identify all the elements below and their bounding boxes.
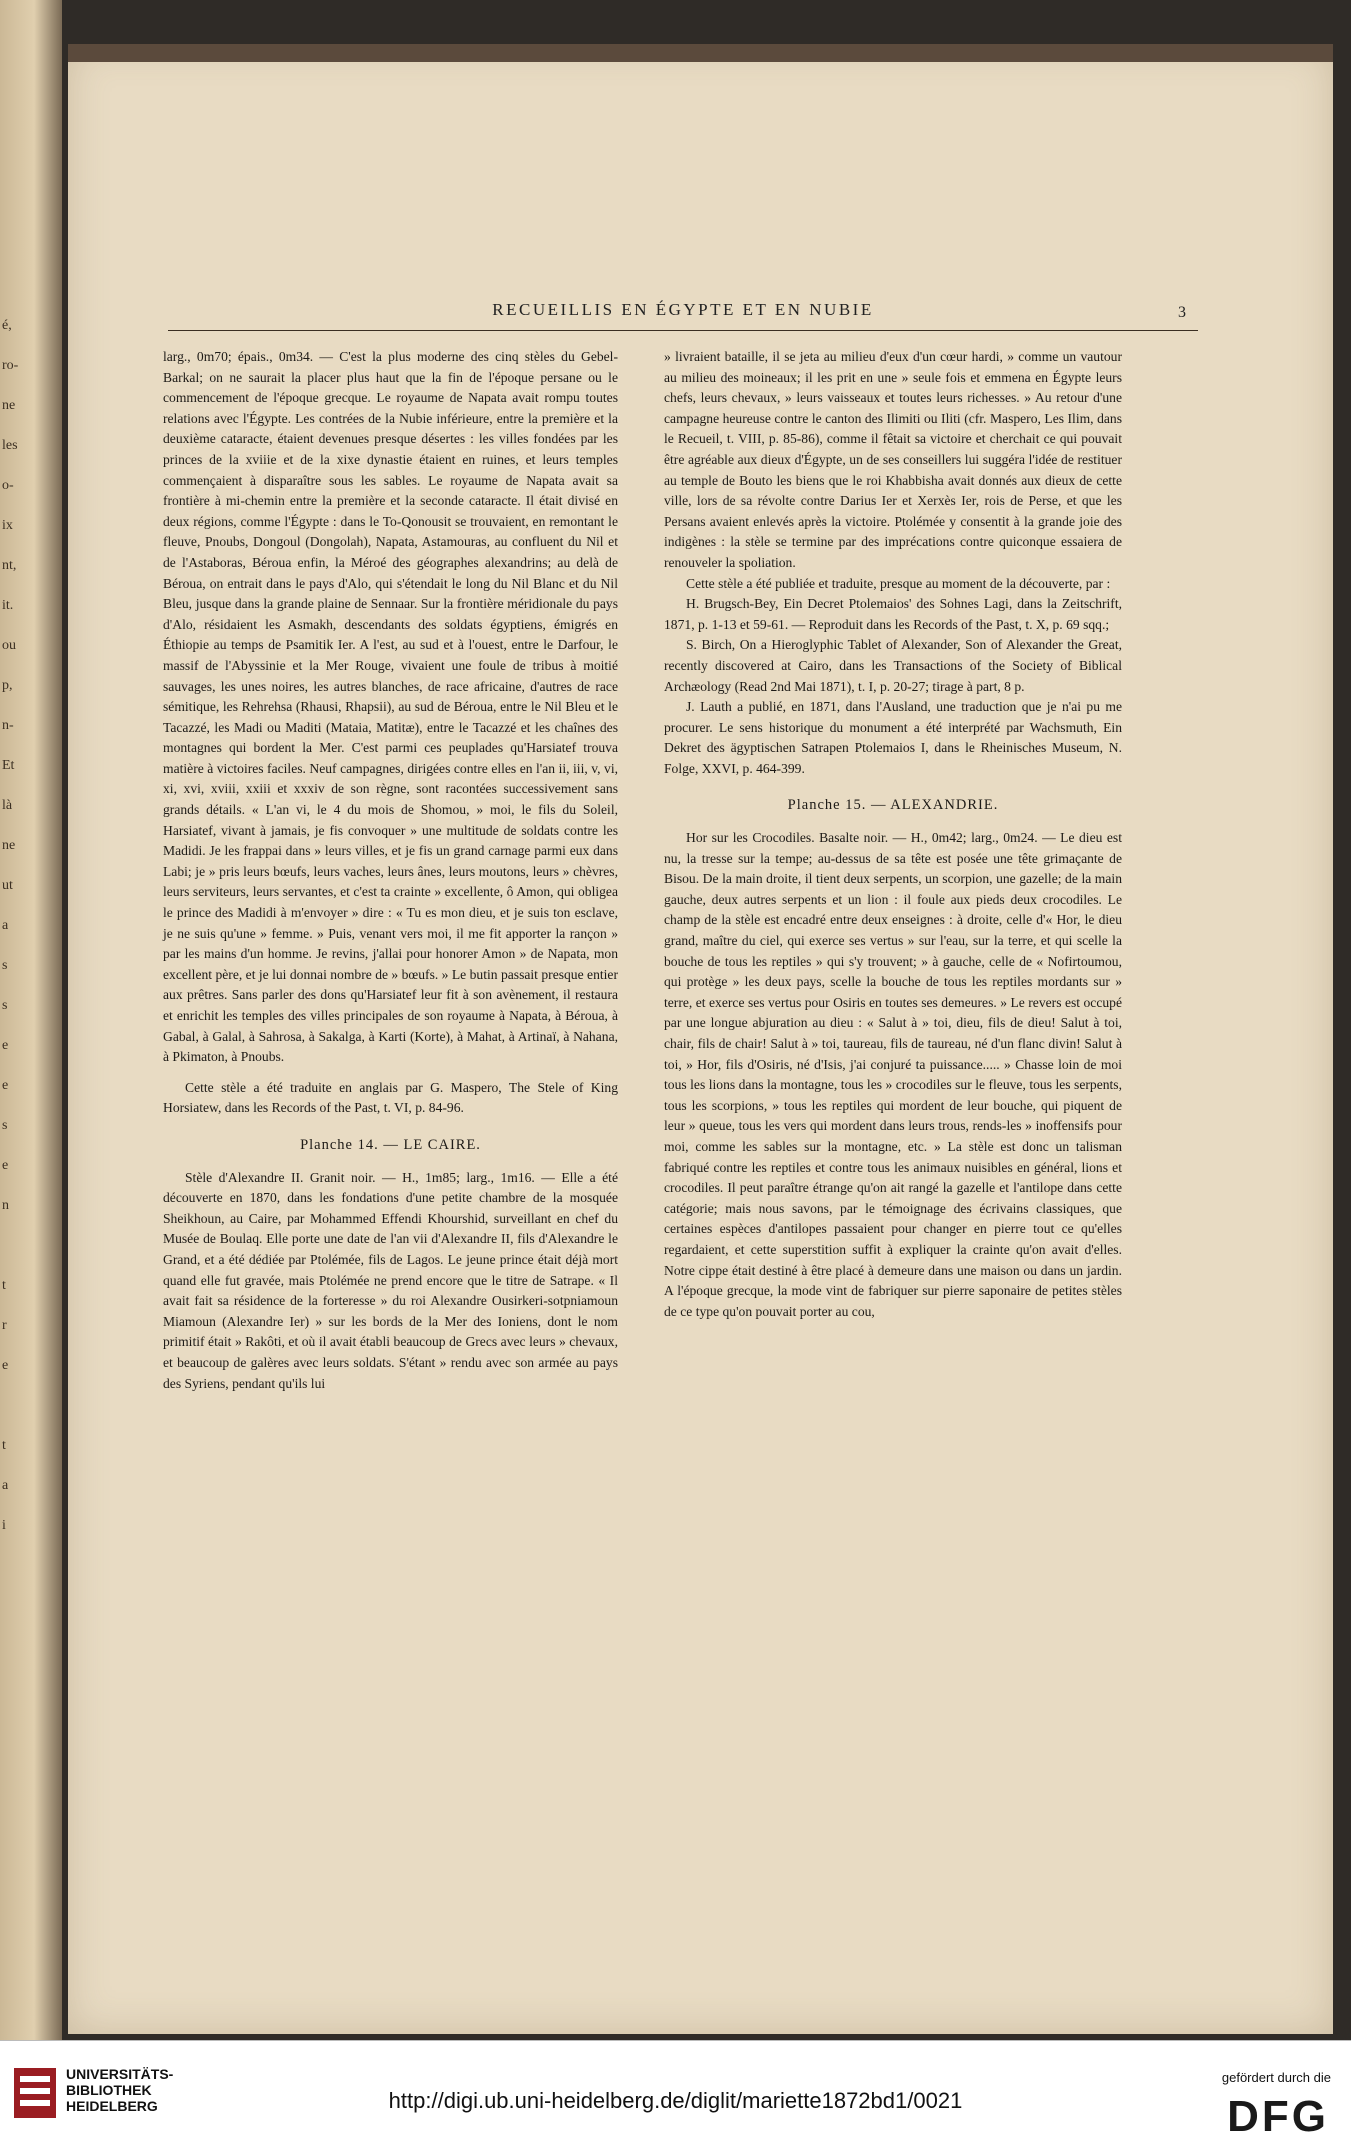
permalink-url[interactable]: http://digi.ub.uni-heidelberg.de/diglit/mariette1872bd1/0021 xyxy=(388,2088,963,2113)
sponsor-note: gefördert durch die xyxy=(1221,2070,1331,2085)
page-top-band xyxy=(68,44,1333,62)
institution-line: HEIDELBERG xyxy=(66,2098,158,2114)
right-column xyxy=(664,347,1122,1322)
edge-glyph: p, xyxy=(2,678,13,693)
section-heading: Planche 15. — ALEXANDRIE. xyxy=(787,797,999,814)
edge-glyph: i xyxy=(2,1518,6,1533)
edge-glyph: n- xyxy=(2,718,14,733)
viewer-footer xyxy=(0,2040,1351,2154)
previous-page-edge xyxy=(0,0,62,2040)
paragraph: » livraient bataille, il se jeta au milieu d'eux d'un cœur hardi, » comme un vautour au milieu des moineaux; il les prit en une » seule fois et emmena en Égypte leurs chefs, leurs chevaux, » leurs vaisseaux et toutes leurs richesses. » Au retour d'une campagne heureuse contre le canton des Ilimiti ou Iliti (cfr. Maspero, Les Ilim, dans le Recueil, t. VIII, p. 85-86), comme il fêtait sa victoire et cherchait ce qui pouvait être agréable aux dieux d'Égypte, un de ses conseillers lui suggéra l'idée de restituer au temple de Bouto les biens que le roi Khabbisha avait donnés aux dieux de cette ville, lors de sa révolte contre Darius Ier et Xerxès Ier, rois de Perse, et que les Persans avaient enlevés après la victoire. Ptolémée y consentit à la grande joie des indigènes : la stèle se termine par des imprécations contre quiconque essaiera de renouveler la spoliation. xyxy=(664,349,1122,570)
edge-glyph: e xyxy=(2,1038,9,1053)
running-head xyxy=(168,294,1198,331)
edge-glyph: t xyxy=(2,1278,6,1293)
edge-glyph: n xyxy=(2,1198,9,1213)
paragraph: Cette stèle a été publiée et traduite, presque au moment de la découverte, par : xyxy=(686,575,1111,591)
paragraph: H. Brugsch-Bey, Ein Decret Ptolemaios' des Sohnes Lagi, dans la Zeitschrift, 1871, p. 1-13 et 59-61. — Reproduit dans les Records of the Past, t. X, p. 69 sqq.; xyxy=(664,596,1122,632)
edge-glyph: o- xyxy=(2,478,14,493)
edge-glyph: t xyxy=(2,1438,6,1453)
edge-glyph: e xyxy=(2,1158,9,1173)
edge-glyph: e xyxy=(2,1358,9,1373)
paragraph: larg., 0m70; épais., 0m34. — C'est la plus moderne des cinq stèles du Gebel-Barkal; on ne saurait la placer plus haut que la fin de l'époque persane ou le commencement de l'époque grecque. Le royaume de Napata avait rompu toutes relations avec l'Égypte. Les contrées de la Nubie inférieure, entre la première et la deuxième cataracte, étaient devenues presque désertes : les villes fondées par les princes de la xviiie et de la xixe dynastie étaient en ruines, et leurs temples commençaient à disparaître sous les sables. Le royaume de Napata avait sa frontière à mi-chemin entre la première et la seconde cataracte. Il était divisé en deux régions, comme l'Égypte : dans le To-Qonousit se trouvaient, en remontant le fleuve, Pnoubs, Dongoul (Dongolah), Napata, Astamouras, au confluent du Nil et de l'Astaboras, Béroua enfin, la Méroé des géographes alexandrins; au delà de Béroua, on entrait dans le pays d'Alo, qui s'étendait le long du Nil Blanc et du Nil Bleu, jusque dans la grande plaine de Sennaar. Sur la frontière méridionale du pays d'Alo, résidaient les Asmakh, descendants des soldats égyptiens, émigrés en Éthiopie au temps de Psamitik Ier. A l'est, au sud et à l'ouest, entre le Darfour, le massif de l'Abyssinie et la Mer Rouge, vivaient une foule de tribus à moitié sauvages, les unes noires, les autres blanches, de race africaine, d'autres de race sémitique, les Rehrehsa (Rhausi, Rhapsii), au sud de Béroua, entre le Nil Bleu et le Tacazzé, les Madi ou Maditi (Mataia, Matitæ), entre le Tacazzé et les chaînes des montagnes qui bordent la Mer. C'est parmi ces peuplades qu'Harsiatef trouva matière à victoires faciles. Neuf campagnes, dirigées contre elles en l'an ii, iii, v, vi, xi, xvi, xviii, xxiii et xxxiv de son règne, sont racontées successivement sans grands détails. « L'an vi, le 4 du mois de Shomou, » moi, le fils du Soleil, Harsiatef, vivant à jamais, je fis convoquer » une multitude de soldats contre les Madidi. Je les frappai dans » leurs villes, et je fis un grand carnage parmi eux dans Labi; je » pris leurs bœufs, leurs vaches, leurs ânes, leurs moutons, leurs » chèvres, leurs serviteurs, leurs servantes, et c'est ta crainte » excellente, ô Amon, qui obligea le prince des Madidi à m'envoyer » dire : « Tu es mon dieu, et je suis ton esclave, je ne suis qu'une » femme. » Puis, venant vers moi, il me fit apporter la rançon » par les mains d'un homme. Je revins, j'allai pour honorer Amon » de Napata, mon excellent père, et je lui donnai nombre de » bœufs. » Le butin passait presque entier aux prêtres. Sans parler des dons qu'Harsiatef leur fit à son avènement, il restaura et enrichit les temples des villes principales de son royaume à Napata, à Béroua, à Gabal, à Galal, à Sahrosa, à Sakalga, à Karti (Korte), à Mahat, à Artinaï, à Nahana, à Pkimaton, à Pnoubs. xyxy=(163,349,618,1065)
edge-glyph: ix xyxy=(2,518,13,533)
running-title: RECUEILLIS EN ÉGYPTE ET EN NUBIE xyxy=(492,300,874,319)
footer-divider xyxy=(0,2040,1351,2041)
edge-glyph: ou xyxy=(2,638,16,653)
edge-glyph: a xyxy=(2,1478,9,1493)
edge-glyph: e xyxy=(2,1078,9,1093)
institution-line: UNIVERSITÄTS- xyxy=(66,2066,174,2082)
institution-line: BIBLIOTHEK xyxy=(66,2082,152,2098)
edge-glyph: ne xyxy=(2,838,16,853)
section-heading: Planche 14. — LE CAIRE. xyxy=(300,1136,481,1153)
edge-glyph: ut xyxy=(2,878,13,893)
edge-glyph: nt, xyxy=(2,558,17,573)
edge-glyph: it. xyxy=(2,598,14,613)
edge-glyph: s xyxy=(2,1118,8,1133)
edge-glyph: Et xyxy=(2,758,15,773)
edge-glyph: les xyxy=(2,438,18,453)
edge-glyph: ro- xyxy=(2,358,19,373)
paragraph: Cette stèle a été traduite en anglais par G. Maspero, The Stele of King Horsiatew, dans les Records of the Past, t. VI, p. 84-96. xyxy=(163,1079,618,1116)
paragraph: Hor sur les Crocodiles. Basalte noir. — H., 0m42; larg., 0m24. — Le dieu est nu, la tresse sur la tempe; au-dessus de sa tête est posée une tête grimaçante de Bisou. De la main droite, il tient deux serpents, un scorpion, une gazelle; de la main gauche, deux autres serpents et un lion : il foule aux pieds deux crocodiles. Le champ de la stèle est encadré entre deux enseignes : à droite, celle d'« Hor, le dieu grand, maître du ciel, qui exerce ses vertus » sur l'eau, sur la terre, et qui scelle la bouche de tous les reptiles » qui s'y trouvent; » à gauche, celle de « Nofirtoumou, qui protège » les deux pays, scelle la bouche de tous les reptiles mordants sur » terre, et exerce ses vertus pour Osiris en toutes ses demeures. » Le revers est occupé par une longue abjuration au dieu : « Salut à » toi, dieu, fils de dieu! Salut à toi, chair, fils de chair! Salut à » toi, taureau, fils de taureau, né d'un flanc divin! Salut à toi, » Hor, fils d'Osiris, né d'Isis, j'ai conjuré ta puissance..... » Chasse loin de moi tous les lions dans la montagne, tous les » crocodiles sur le fleuve, tous les serpents, tous les scorpions, » tous les reptiles qui mordent de leur bouche, qui piquent de leur » queue, tous les vers qui mordent dans leurs trous, rends-les » inoffensifs pour moi, comme les sables sur la montagne, etc. » La stèle est donc un talisman fabriqué contre les reptiles et contre tous les animaux nuisibles en général, lions et crocodiles. Il peut paraître étrange qu'on ait rangé la gazelle et l'antilope dans cette catégorie; mais nous savons, par le témoignage des écrivains classiques, que certaines espèces d'antilopes passaient pour changer en pierre tout ce qu'elles regardaient, et cette superstition suffit à expliquer la crainte qu'on avait d'elles. Notre cippe était destiné à être placé à demeure dans une maison ou dans un jardin. A l'époque grecque, la mode vint de fabriquer sur pierre saponaire de petites stèles de ce type qu'on pouvait porter au cou, xyxy=(664,830,1122,1319)
edge-glyph: é, xyxy=(2,318,12,333)
edge-glyph: s xyxy=(2,958,8,973)
edge-glyph: r xyxy=(2,1318,7,1333)
paragraph: S. Birch, On a Hieroglyphic Tablet of Alexander, Son of Alexander the Great, recently discovered at Cairo, dans les Transactions of the Society of Biblical Archæology (Read 2nd Mai 1871), t. I, p. 20-27; tirage à part, 8 p. xyxy=(664,637,1122,694)
left-column xyxy=(163,347,618,1394)
paragraph: Stèle d'Alexandre II. Granit noir. — H., 1m85; larg., 1m16. — Elle a été découverte en 1870, dans les fondations d'une petite chambre de la mosquée Sheikhoun, au Caire, par Mohammed Effendi Khourshid, surveillant en chef du Musée de Boulaq. Elle porte une date de l'an vii d'Alexandre II, fils d'Alexandre le Grand, et a été dédiée par Ptolémée, fils de Lagos. Le jeune prince était déjà mort quand elle fut gravée, mais Ptolémée ne prend encore que le titre de Satrape. « Il avait fait sa résidence de la forteresse » du roi Alexandre Ousirkeri-sotpniamoun Miamoun (Alexandre Ier) » sur les bords de la Mer des Ioniens, dont le nom primitif était » Rakôti, et où il avait établi beaucoup de Grecs avec leurs » chevaux, et beaucoup de galères avec leurs soldats. S'étant » rendu avec son armée au pays des Syriens, pendant qu'ils lui xyxy=(163,1169,618,1391)
edge-glyph: a xyxy=(2,918,9,933)
edge-glyph: là xyxy=(2,798,13,813)
page-number: 3 xyxy=(1178,304,1186,321)
book-page xyxy=(68,44,1333,2034)
edge-glyph: ne xyxy=(2,398,16,413)
paragraph: J. Lauth a publié, en 1871, dans l'Ausland, une traduction que je n'ai pu me procurer. Le sens historique du monument a été interprété par Wachsmuth, Ein Dekret des ägyptischen Satrapen Ptolemaios I, dans le Rheinisches Museum, N. Folge, XXVI, p. 464-399. xyxy=(664,699,1122,776)
dfg-logo: DFG xyxy=(1227,2092,1329,2141)
edge-glyph: s xyxy=(2,998,8,1013)
